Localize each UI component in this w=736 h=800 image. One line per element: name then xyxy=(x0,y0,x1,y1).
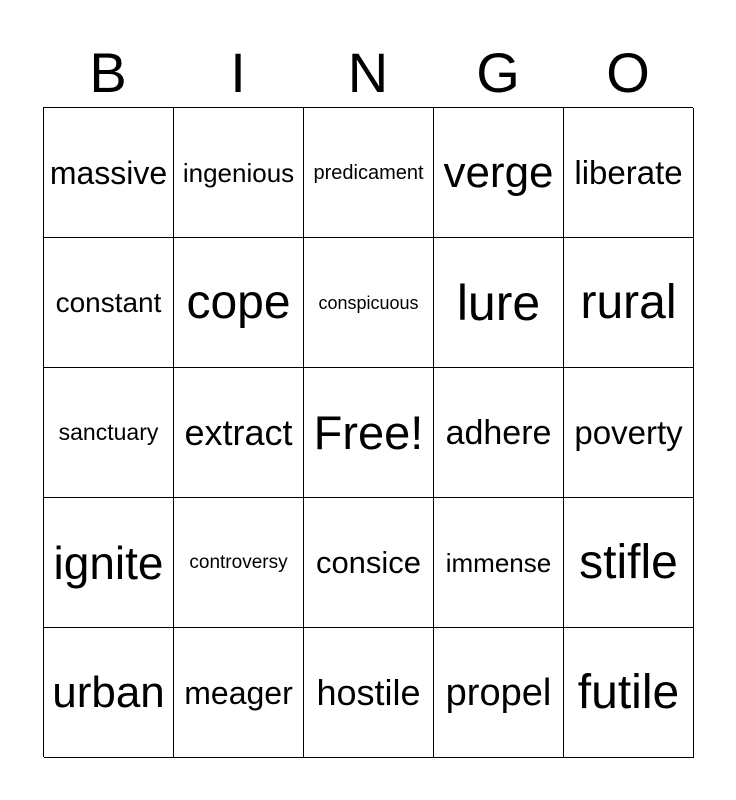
header-letter-g: G xyxy=(476,41,520,104)
bingo-cell: immense xyxy=(434,498,564,628)
bingo-cell: verge xyxy=(434,108,564,238)
bingo-cell: extract xyxy=(174,368,304,498)
bingo-cell: massive xyxy=(44,108,174,238)
bingo-cell: rural xyxy=(564,238,694,368)
bingo-cell: poverty xyxy=(564,368,694,498)
bingo-cell: controversy xyxy=(174,498,304,628)
bingo-cell: hostile xyxy=(304,628,434,758)
bingo-cell: consice xyxy=(304,498,434,628)
bingo-cell: futile xyxy=(564,628,694,758)
bingo-cell: propel xyxy=(434,628,564,758)
bingo-cell: Free! xyxy=(304,368,434,498)
bingo-cell: ignite xyxy=(44,498,174,628)
bingo-cell: lure xyxy=(434,238,564,368)
bingo-cell: ingenious xyxy=(174,108,304,238)
bingo-cell: meager xyxy=(174,628,304,758)
header-letter-n: N xyxy=(347,41,389,104)
bingo-cell: urban xyxy=(44,628,174,758)
bingo-cell: adhere xyxy=(434,368,564,498)
bingo-cell: conspicuous xyxy=(304,238,434,368)
header-letter-b: B xyxy=(89,41,127,104)
bingo-grid xyxy=(43,107,693,757)
bingo-cell: predicament xyxy=(304,108,434,238)
bingo-cell: liberate xyxy=(564,108,694,238)
header-letter-o: O xyxy=(606,41,650,104)
bingo-cell: constant xyxy=(44,238,174,368)
bingo-cell: cope xyxy=(174,238,304,368)
bingo-cell: stifle xyxy=(564,498,694,628)
header-letter-i: I xyxy=(230,41,246,104)
bingo-cell: sanctuary xyxy=(44,368,174,498)
bingo-header xyxy=(43,40,693,106)
